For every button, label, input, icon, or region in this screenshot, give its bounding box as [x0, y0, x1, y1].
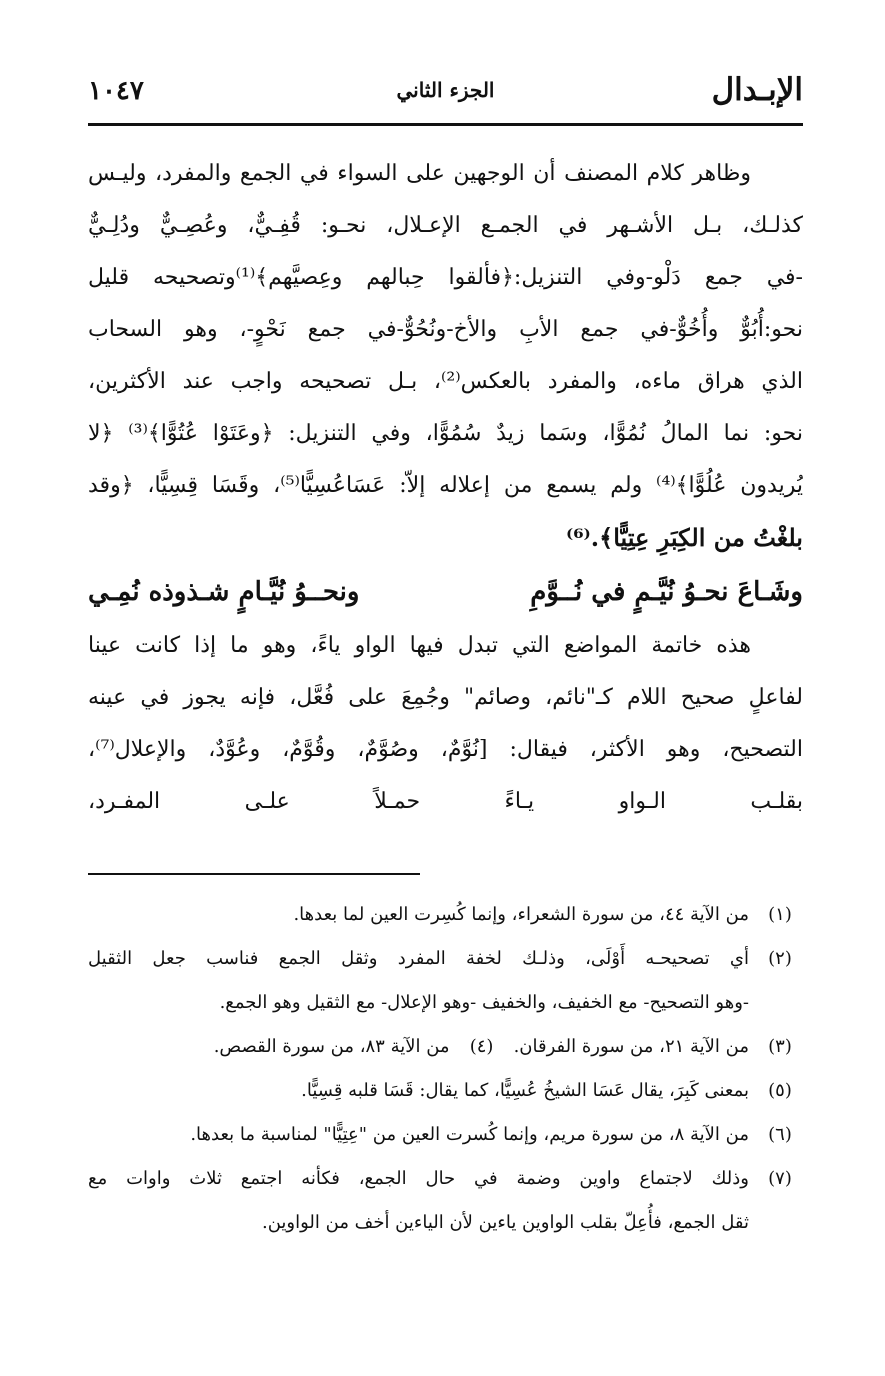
- text-line: هذه خاتمة المواضع التي تبدل فيها الواو ياءً، وهو ما إذا كانت عينا: [88, 633, 751, 658]
- text-line: نحو:أُبُوٌّ وأُخُوٌّ-في جمع الأبِ والأخ-ونُحُوٌّ-في جمع نَحْوٍ-، وهو السحاب: [88, 317, 803, 342]
- footnote: [88, 937, 801, 1025]
- footnote-text: من الآية ٨٣، من سورة القصص.: [213, 1036, 450, 1057]
- text-line: وظاهر كلام المصنف أن الوجهين على السواء في الجمع والمفرد، وليـس: [88, 161, 751, 186]
- page-number: ١٠٤٧: [88, 76, 144, 106]
- footnote: [88, 1025, 801, 1069]
- footnote-text: بمعنى كَبِرَ، يقال عَسَا الشيخُ عُسِيًّا، كما يقال: قَسَا قلبه قِسِيًّا.: [301, 1080, 749, 1101]
- footnote-number: (٤): [469, 1036, 494, 1057]
- chapter-title: الإبـدال: [711, 72, 803, 108]
- text-line: كذلـك، بـل الأشـهر في الجمـع الإعـلال، نحـو: قُفِـيٌّ، وعُصِـيٌّ ودُلِـيٌّ: [88, 213, 803, 238]
- poem-verse: [88, 564, 803, 620]
- footnote-number: (٢): [768, 948, 792, 969]
- text-line: الذي هراق ماءه، والمفرد بالعكس⁽²⁾، بـل تصحيحه واجب عند الأكثرين،: [88, 369, 803, 394]
- verse-second-hemistich: ونحــوُ نُيَّـامٍ شـذوذه نُمِـي: [88, 577, 360, 607]
- footnote: [88, 1069, 801, 1113]
- text-line: نحو: نما المالُ نُمُوًّا، وسَما زيدٌ سُمُوًّا، وفي التنزيل: ﴿وعَتَوْا عُتُوًّا﴾⁽³⁾ ﴿لا: [88, 421, 803, 446]
- footnote-text: -وهو التصحيح- مع الخفيف، والخفيف -وهو الإعلال- مع الثقيل وهو الجمع.: [219, 992, 749, 1013]
- footnote-text: وذلك لاجتماع واوين وضمة في حال الجمع، فكأنه اجتمع ثلاث واوات مع: [88, 1168, 749, 1189]
- footnote-text: ثقل الجمع، فأُعِلّ بقلب الواوين ياءين لأن الياءين أخف من الواوين.: [261, 1212, 749, 1233]
- footnote-text: أي تصحيحـه أَوْلَى، وذلـك لخفة المفرد وثقل الجمع فناسب جعل الثقيل: [88, 948, 749, 969]
- text-line: يُريدون عُلُوًّا﴾⁽⁴⁾ ولم يسمع من إعلاله إلاّ: عَسَاعُسِيًّا⁽⁵⁾، وقَسَا قِسِيًّا، ﴿وقد: [88, 473, 803, 498]
- footnote-number: (١): [768, 904, 792, 925]
- footnote: [88, 1113, 801, 1157]
- text-line: لفاعلٍ صحيح اللام كـ"نائم، وصائم" وجُمِعَ على فُعَّل، فإنه يجوز في عينه: [88, 685, 803, 710]
- main-text: [88, 148, 803, 828]
- footnote-number: (٣): [768, 1036, 792, 1057]
- header-rule: [88, 123, 803, 126]
- footnote-text: من الآية ٨، من سورة مريم، وإنما كُسرت العين من "عِتِيًّا" لمناسبة ما بعدها.: [190, 1124, 749, 1145]
- footnote: [88, 893, 801, 937]
- footnotes: [88, 893, 801, 1245]
- text-line: بقلـب الـواو يـاءً حمـلاً علـى المفـرد،: [88, 789, 803, 814]
- footnote-text: من الآية ٤٤، من سورة الشعراء، وإنما كُسِرت العين لما بعدها.: [293, 904, 749, 925]
- footnote-rule: [88, 873, 420, 875]
- text-line: التصحيح، وهو الأكثر، فيقال: [نُوَّمٌ، وصُوَّمٌ، وقُوَّمٌ، وعُوَّدٌ، والإعلال⁽⁷⁾،: [88, 737, 803, 762]
- footnote-text: من الآية ٢١، من سورة الفرقان.: [513, 1036, 749, 1057]
- running-header: [88, 68, 803, 118]
- text-line: -في جمع دَلْو-وفي التنزيل:﴿فألقوا حِبالهم وعِصيَّهم﴾⁽¹⁾وتصحيحه قليل: [88, 265, 803, 290]
- footnote-number: (٥): [768, 1080, 792, 1101]
- footnote-number: (٦): [768, 1124, 792, 1145]
- verse-first-hemistich: وشَـاعَ نحـوُ نُيَّـمٍ في نُــوَّمِ: [530, 577, 803, 607]
- footnote: [88, 1157, 801, 1245]
- volume-label: الجزء الثاني: [396, 78, 495, 102]
- footnote-number: (٧): [768, 1168, 792, 1189]
- text-line: بلغْتُ من الكِبَرِ عِتِيًّا﴾.⁽⁶⁾: [565, 523, 803, 552]
